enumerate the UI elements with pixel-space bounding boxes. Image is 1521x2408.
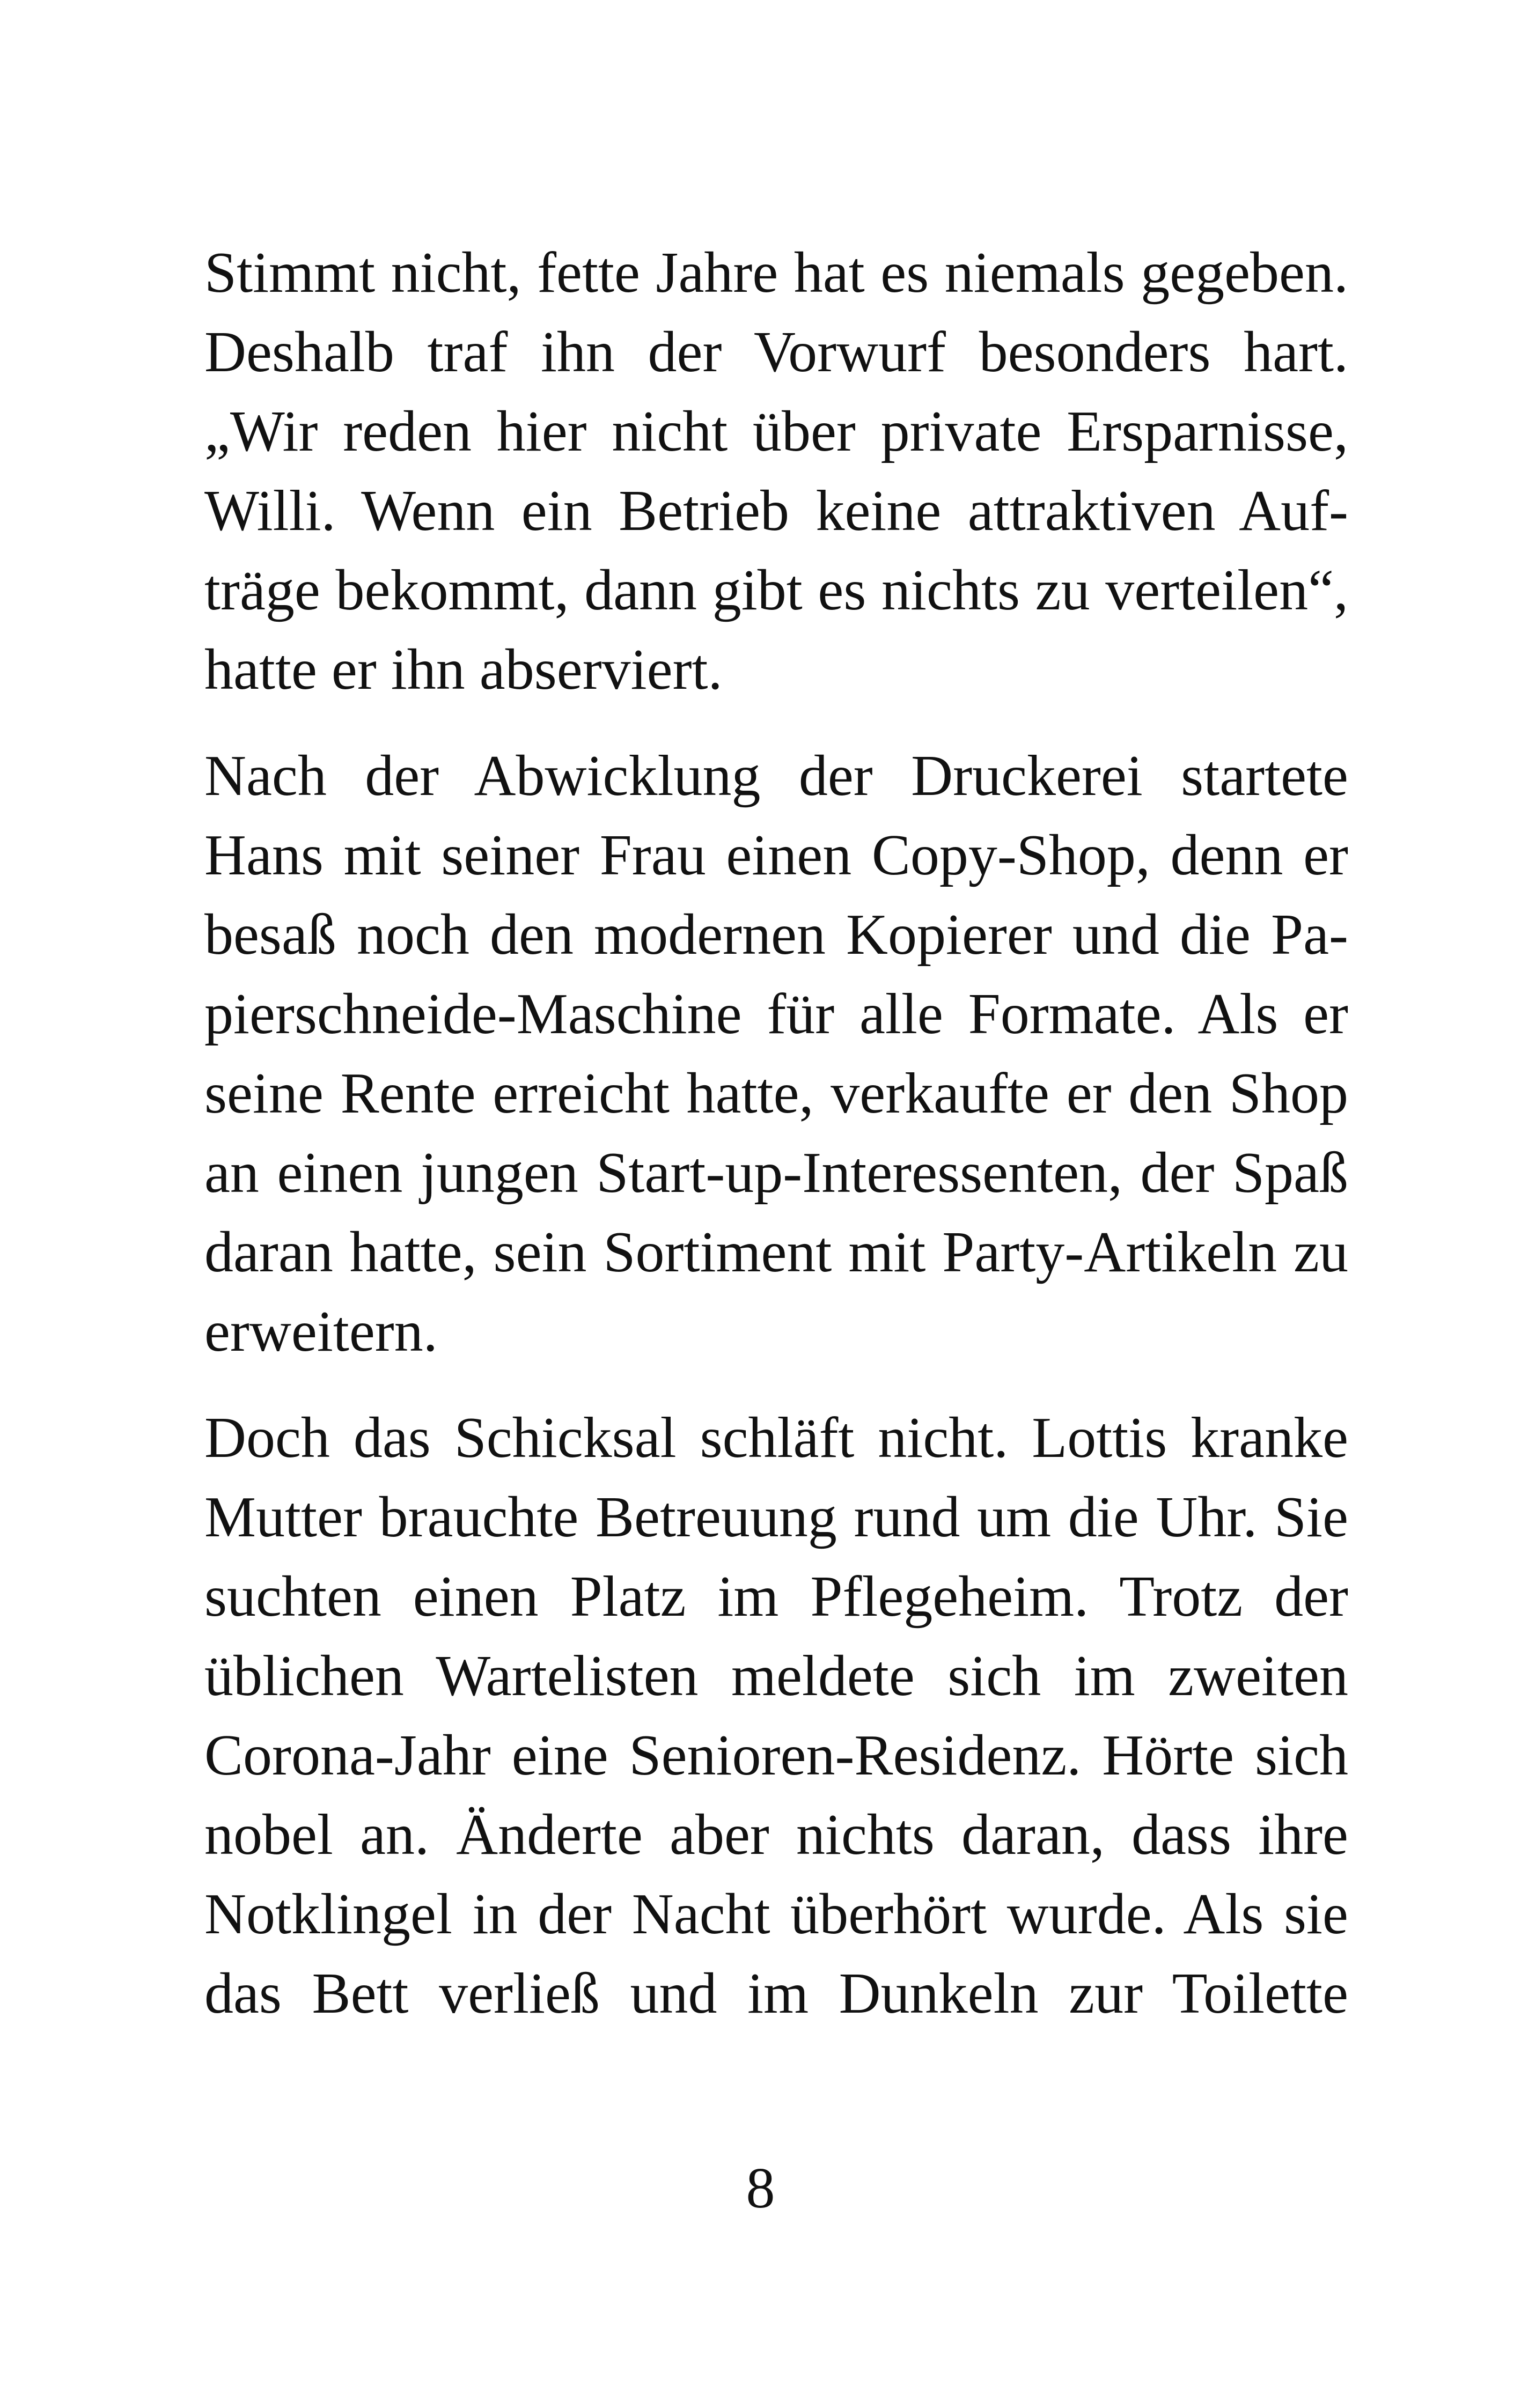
text-line: üblichen Wartelisten meldete sich im zweiten (204, 1644, 1348, 1708)
text-line: an einen jungen Start-up-Interessenten, der Spaß (204, 1141, 1348, 1205)
paragraph-2 (204, 737, 1348, 1372)
text-line: Nach der Abwicklung der Druckerei startete (204, 744, 1348, 808)
text-line: suchten einen Platz im Pflegeheim. Trotz der (204, 1565, 1348, 1629)
text-line: pierschneide-Maschine für alle Formate. Als er (204, 982, 1348, 1046)
text-line: Doch das Schicksal schläft nicht. Lottis kranke (204, 1406, 1348, 1470)
text-line: Deshalb traf ihn der Vorwurf besonders hart. (204, 320, 1348, 384)
text-line: erweitern. (204, 1300, 438, 1364)
paragraph-1 (204, 233, 1348, 710)
text-line: das Bett verließ und im Dunkeln zur Toilette (204, 1962, 1348, 2026)
text-line: träge bekommt, dann gibt es nichts zu verteilen“, (204, 558, 1348, 622)
text-line: Willi. Wenn ein Betrieb keine attraktiven Auf- (204, 479, 1348, 543)
text-line: Hans mit seiner Frau einen Copy-Shop, denn er (204, 823, 1348, 887)
text-line: Notklingel in der Nacht überhört wurde. Als sie (204, 1882, 1348, 1946)
body-text (204, 233, 1348, 2034)
page-number: 8 (746, 2156, 775, 2220)
text-line: „Wir reden hier nicht über private Ersparnisse, (204, 400, 1348, 463)
text-line: seine Rente erreicht hatte, verkaufte er den Shop (204, 1062, 1348, 1125)
text-line: nobel an. Änderte aber nichts daran, dass ihre (204, 1803, 1348, 1867)
text-line: Mutter brauchte Betreuung rund um die Uhr. Sie (204, 1485, 1348, 1549)
paragraph-3 (204, 1398, 1348, 2034)
text-line: hatte er ihn abserviert. (204, 638, 723, 702)
text-line: besaß noch den modernen Kopierer und die Pa- (204, 903, 1348, 967)
text-line: Corona-Jahr eine Senioren-Residenz. Hörte sich (204, 1724, 1348, 1787)
text-line: daran hatte, sein Sortiment mit Party-Artikeln zu (204, 1220, 1348, 1284)
text-line: Stimmt nicht, fette Jahre hat es niemals gegeben. (204, 241, 1348, 305)
